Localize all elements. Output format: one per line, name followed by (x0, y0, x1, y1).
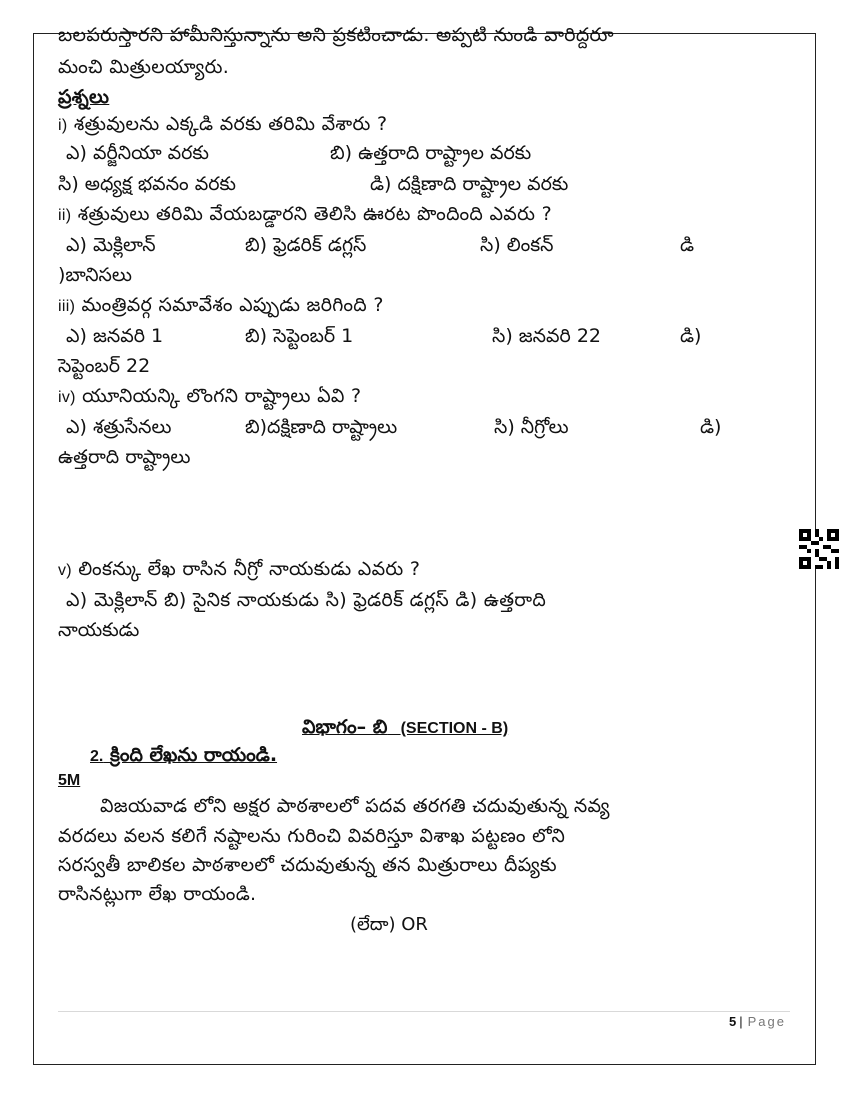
question-4: iv) యూనియన్కి లొంగని రాష్ట్రాలు ఏవి ? (58, 385, 362, 407)
q2-option-b: బి) ఫ్రెడరిక్ డగ్లస్ (245, 234, 367, 256)
q5-options: ఎ) మెక్లిలాన్ బి) సైనిక నాయకుడు సి) ఫ్రెడరిక్ డగ్లస్ డి) ఉత్తరాది (66, 589, 547, 611)
intro-line-2: మంచి మిత్రులయ్యారు. (58, 56, 230, 78)
section-b-para-3: సరస్వతీ బాలికల పాఠశాలలో చదువుతున్న తన మిత్రురాలు దీప్యకు (58, 854, 557, 876)
q3-option-c: సి) జనవరి 22 (492, 325, 602, 347)
q1-option-d: డి) దక్షిణాది రాష్ట్రాల వరకు (370, 173, 569, 195)
question-5: v) లింకన్కు లేఖ రాసిన నీగ్రో నాయకుడు ఎవరు ? (58, 558, 421, 580)
intro-line-1: బలపరుస్తారని హామీనిస్తున్నాను అని ప్రకటించాడు. అప్పటి నుండి వారిద్దరూ (58, 24, 614, 46)
q4-option-c: సి) నీగ్రోలు (494, 416, 569, 438)
footer-rule (58, 1011, 790, 1012)
q2-option-a: ఎ) మెక్లిలాన్ (66, 234, 156, 256)
q1-option-a: ఎ) వర్జీనియా వరకు (66, 142, 209, 164)
question-3: iii) మంత్రివర్గ సమావేశం ఎప్పుడు జరిగింది ? (58, 294, 384, 316)
q3-option-d: డి) (680, 325, 702, 347)
q2-option-c: సి) లింకన్ (480, 234, 554, 256)
q3-option-d-cont: సెప్టెంబర్ 22 (58, 355, 151, 377)
section-b-heading: విభాగం– బి (SECTION - B) (302, 716, 509, 738)
q4-option-d-cont: ఉత్తరాది రాష్ట్రాలు (58, 446, 191, 468)
section-b-para-1: విజయవాడ లోని అక్షర పాఠశాలలో పదవ తరగతి చదువుతున్న నవ్య (100, 795, 610, 817)
question-1: i) శత్రువులను ఎక్కడి వరకు తరిమి వేశారు ? (58, 113, 388, 135)
question-2: ii) శత్రువులు తరిమి వేయబడ్డారని తెలిసి ఊరట పొందింది ఎవరు ? (58, 203, 552, 225)
q1-option-c: సి) అధ్యక్ష భవనం వరకు (58, 173, 236, 195)
section-b-para-4: రాసినట్లుగా లేఖ రాయండి. (58, 883, 257, 905)
marks-label: 5M (58, 772, 81, 789)
q3-option-a: ఎ) జనవరి 1 (66, 325, 164, 347)
page-footer: 5 | Page (729, 1014, 786, 1029)
q2-option-d: డి (680, 234, 695, 256)
q5-option-d-cont: నాయకుడు (58, 619, 140, 641)
section-b-instruction: 2. క్రింది లేఖను రాయండి. (90, 744, 278, 766)
q3-option-b: బి) సెప్టెంబర్ 1 (245, 325, 354, 347)
q4-option-d: డి) (700, 416, 722, 438)
section-b-para-2: వరదలు వలన కలిగే నష్టాలను గురించి వివరిస్తూ విశాఖ పట్టణం లోని (58, 825, 566, 847)
questions-heading: ప్రశ్నలు (58, 86, 110, 108)
q4-option-b: బి)దక్షిణాది రాష్ట్రాలు (245, 416, 398, 438)
q1-option-b: బి) ఉత్తరాది రాష్ట్రాల వరకు (330, 142, 532, 164)
or-label: (లేదా) OR (350, 914, 428, 935)
q4-option-a: ఎ) శత్రుసేనలు (66, 416, 172, 438)
q2-option-d-cont: )బానిసలు (58, 264, 132, 286)
qr-code-icon (799, 529, 839, 569)
